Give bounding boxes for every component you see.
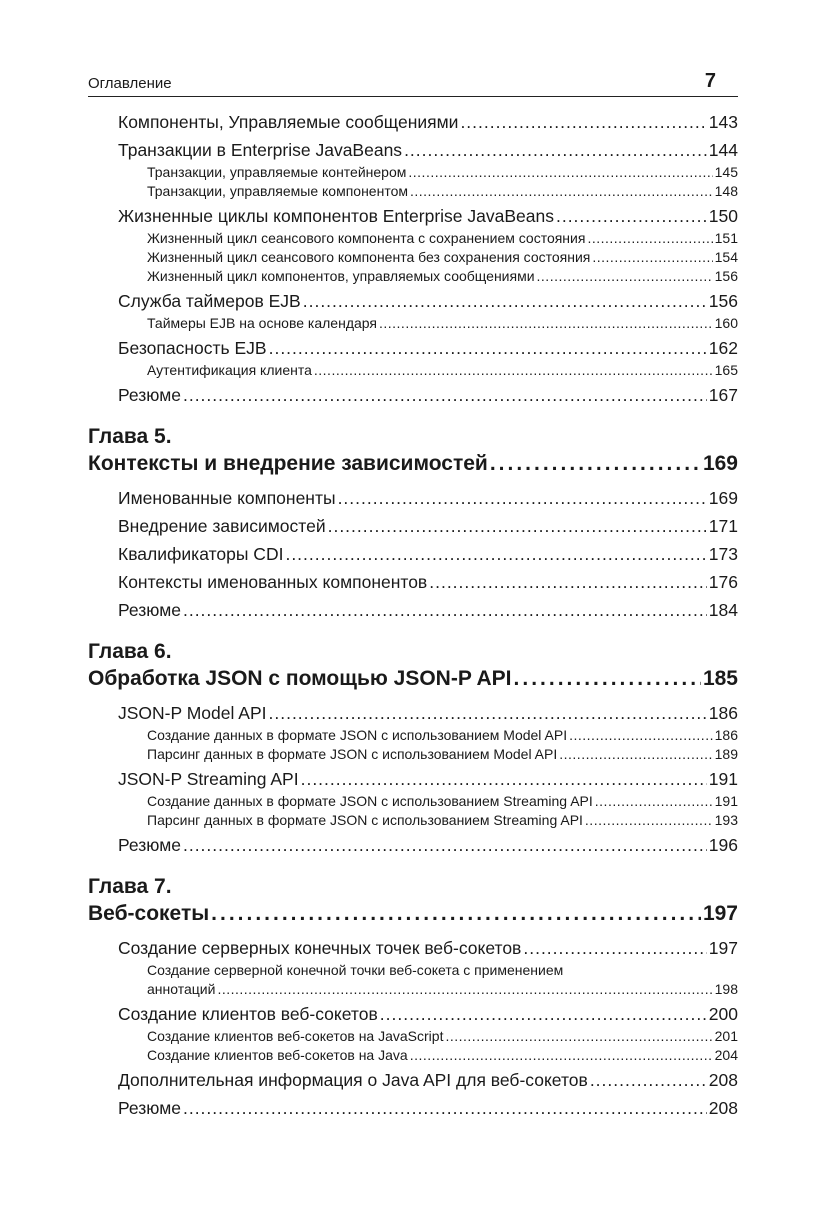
leader-dots	[303, 291, 707, 312]
toc-entry-page: 145	[714, 164, 738, 180]
toc-entry-page: 193	[714, 812, 738, 828]
leader-dots	[490, 452, 701, 476]
toc-entry	[88, 769, 738, 793]
toc-entry	[88, 981, 738, 1000]
toc-entry-page: 173	[708, 544, 738, 564]
toc-entry	[88, 516, 738, 540]
toc-entry-page: 154	[714, 249, 738, 265]
toc-entry-title: Создание данных в формате JSON с использованием Model API	[147, 727, 568, 743]
toc-entry-title: Веб-сокеты	[88, 902, 210, 925]
toc-entry-page: 186	[708, 703, 738, 723]
running-title: Оглавление	[88, 75, 172, 92]
toc-entry-title: Резюме	[118, 1098, 181, 1118]
toc-entry-page: 143	[708, 112, 738, 132]
toc-entry	[88, 206, 738, 230]
toc-entry-page: 184	[708, 600, 738, 620]
toc-entry-title: аннотаций	[147, 981, 216, 997]
toc-entry-page: 144	[708, 140, 738, 160]
leader-dots	[285, 544, 706, 565]
leader-dots	[269, 703, 707, 724]
toc-entry-title: Внедрение зависимостей	[118, 516, 326, 536]
toc-entry	[88, 249, 738, 268]
toc-entry-page: 196	[708, 835, 738, 855]
toc-entry	[88, 544, 738, 568]
toc-entry	[88, 385, 738, 409]
toc-entry	[88, 600, 738, 624]
toc-entry	[88, 362, 738, 381]
chapter-title-entry	[88, 452, 738, 484]
toc-entry-page: 204	[714, 1047, 738, 1063]
toc-entry-title: Безопасность EJB	[118, 338, 267, 358]
leader-dots	[569, 727, 713, 743]
toc-entry-title: Контексты именованных компонентов	[118, 572, 428, 592]
toc-entry-page: 148	[714, 183, 738, 199]
leader-dots	[314, 362, 713, 378]
toc-entry-title: Квалификаторы CDI	[118, 544, 284, 564]
leader-dots	[559, 746, 712, 762]
leader-dots	[585, 812, 713, 828]
toc-entry-page: 189	[714, 746, 738, 762]
page-number: 7	[704, 70, 716, 92]
leader-dots	[514, 667, 701, 691]
chapter-title-entry	[88, 902, 738, 934]
toc-entry-page: 160	[714, 315, 738, 331]
leader-dots	[590, 1070, 707, 1091]
toc-entry-title: Жизненный цикл компонентов, управляемых сообщениями	[147, 268, 535, 284]
leader-dots	[410, 183, 713, 199]
toc-entry-page: 197	[708, 938, 738, 958]
leader-dots	[211, 902, 701, 926]
toc-entry	[88, 230, 738, 249]
toc-entry-title: Компоненты, Управляемые сообщениями	[118, 112, 459, 132]
toc-entry	[88, 812, 738, 831]
toc-entry-page: 156	[708, 291, 738, 311]
leader-dots	[429, 572, 707, 593]
toc-entry-page: 169	[702, 452, 738, 475]
toc-entry-title: Транзакции, управляемые компонентом	[147, 183, 408, 199]
toc-entry	[88, 183, 738, 202]
leader-dots	[595, 793, 713, 809]
toc-entry	[88, 572, 738, 596]
leader-dots	[380, 1004, 707, 1025]
leader-dots	[301, 769, 707, 790]
toc-entry	[88, 488, 738, 512]
toc-entry-page: 150	[708, 206, 738, 226]
leader-dots	[183, 600, 707, 621]
toc-entry-page: 185	[702, 667, 738, 690]
toc-entry-title: Резюме	[118, 600, 181, 620]
toc-entry-title: Жизненный цикл сеансового компонента без сохранения состояния	[147, 249, 591, 265]
toc-entry	[88, 1070, 738, 1094]
toc-entry	[88, 1047, 738, 1066]
toc-entry-title: Контексты и внедрение зависимостей	[88, 452, 488, 475]
toc-entry-title: JSON-P Model API	[118, 703, 267, 723]
leader-dots	[217, 981, 712, 997]
toc-entry-title: Таймеры EJB на основе календаря	[147, 315, 377, 331]
leader-dots	[537, 268, 713, 284]
leader-dots	[328, 516, 707, 537]
toc-entry	[88, 291, 738, 315]
leader-dots	[404, 140, 707, 161]
toc-entry	[88, 164, 738, 183]
toc-entry-page: 208	[708, 1070, 738, 1090]
toc-entry-title: Резюме	[118, 835, 181, 855]
toc-entry	[88, 938, 738, 962]
toc-entry	[88, 1004, 738, 1028]
toc-entry-title: Парсинг данных в формате JSON с использованием Model API	[147, 746, 558, 762]
leader-dots	[379, 315, 713, 331]
toc-entry-page: 201	[714, 1028, 738, 1044]
toc-entry-title: Транзакции, управляемые контейнером	[147, 164, 407, 180]
leader-dots	[408, 164, 712, 180]
toc-entry	[88, 746, 738, 765]
toc-entry-title: Обработка JSON с помощью JSON-P API	[88, 667, 512, 690]
leader-dots	[269, 338, 707, 359]
toc-entry-page: 156	[714, 268, 738, 284]
toc-entry-title: Создание клиентов веб-сокетов на JavaScript	[147, 1028, 444, 1044]
toc-entry-title: Парсинг данных в формате JSON с использованием Streaming API	[147, 812, 583, 828]
toc-entry-page: 200	[708, 1004, 738, 1024]
toc-entry-page: 198	[714, 981, 738, 997]
toc-entry	[88, 835, 738, 859]
leader-dots	[445, 1028, 712, 1044]
toc-entry-title: Создание клиентов веб-сокетов	[118, 1004, 378, 1024]
chapter-title-entry	[88, 667, 738, 699]
leader-dots	[587, 230, 712, 246]
toc-entry-title: Жизненный цикл сеансового компонента с сохранением состояния	[147, 230, 586, 246]
leader-dots	[183, 835, 707, 856]
toc-entry-page: 191	[714, 793, 738, 809]
toc-entry	[88, 140, 738, 164]
toc-entry-page: 191	[708, 769, 738, 789]
toc-entry-page: 208	[708, 1098, 738, 1118]
leader-dots	[460, 112, 706, 133]
toc-entry-page: 197	[702, 902, 738, 925]
toc-entry-page: 151	[714, 230, 738, 246]
leader-dots	[592, 249, 712, 265]
toc-entry-title: Создание серверных конечных точек веб-сокетов	[118, 938, 522, 958]
toc-entry	[88, 793, 738, 812]
toc-entry-page: 176	[708, 572, 738, 592]
toc-entry-page: 171	[708, 516, 738, 536]
toc-entry-title: Создание клиентов веб-сокетов на Java	[147, 1047, 408, 1063]
page-header	[88, 66, 738, 97]
toc-entry-page: 169	[708, 488, 738, 508]
toc-entry-wrapped: Создание серверной конечной точки веб-сокета с применением	[147, 962, 564, 978]
leader-dots	[556, 206, 707, 227]
leader-dots	[523, 938, 706, 959]
toc-entry-title: Служба таймеров EJB	[118, 291, 301, 311]
chapter-number: Глава 6.	[88, 640, 172, 663]
toc-entry-page: 186	[714, 727, 738, 743]
toc-entry-title: Именованные компоненты	[118, 488, 336, 508]
toc-entry-page: 165	[714, 362, 738, 378]
toc-entry-title: Аутентификация клиента	[147, 362, 312, 378]
leader-dots	[338, 488, 707, 509]
leader-dots	[183, 385, 707, 406]
toc-entry	[88, 1098, 738, 1122]
toc-entry-page: 167	[708, 385, 738, 405]
toc-entry-page: 162	[708, 338, 738, 358]
toc-entry-title: Резюме	[118, 385, 181, 405]
toc-entry	[88, 727, 738, 746]
leader-dots	[410, 1047, 713, 1063]
toc-entry-title: Создание данных в формате JSON с использованием Streaming API	[147, 793, 593, 809]
toc-entry	[88, 315, 738, 334]
toc-entry	[88, 268, 738, 287]
toc-entry-title: Жизненные циклы компонентов Enterprise JavaBeans	[118, 206, 554, 226]
toc-entry-title: JSON-P Streaming API	[118, 769, 299, 789]
toc-entry	[88, 1028, 738, 1047]
toc-entry	[88, 703, 738, 727]
chapter-number: Глава 5.	[88, 425, 172, 448]
table-of-contents	[88, 108, 738, 1122]
toc-entry	[88, 338, 738, 362]
toc-entry	[88, 112, 738, 136]
toc-entry-title: Дополнительная информация о Java API для веб-сокетов	[118, 1070, 588, 1090]
leader-dots	[183, 1098, 707, 1119]
toc-entry-title: Транзакции в Enterprise JavaBeans	[118, 140, 403, 160]
chapter-number: Глава 7.	[88, 875, 172, 898]
